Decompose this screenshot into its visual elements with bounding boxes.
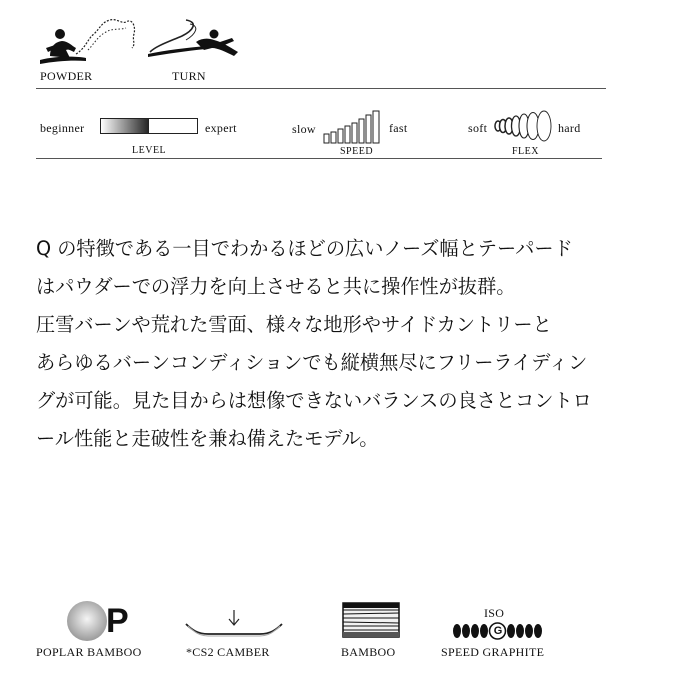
level-right-label: expert	[205, 121, 237, 135]
level-left-label: beginner	[40, 121, 85, 135]
product-description	[36, 230, 656, 458]
description-line: はパウダーでの浮力を向上させると共に操作性が抜群。	[36, 275, 516, 298]
graphite-label: SPEED GRAPHITE	[441, 645, 545, 659]
scales-divider	[36, 158, 602, 159]
poplar-bamboo-label: POPLAR BAMBOO	[36, 645, 142, 659]
poplar-bamboo-icon	[66, 600, 136, 640]
core-glyph: P	[106, 602, 129, 640]
turn-label: TURN	[172, 69, 206, 83]
speed-right-label: fast	[389, 121, 408, 135]
flex-left-label: soft	[468, 121, 488, 135]
description-line: あらゆるバーンコンディションでも縦横無尽にフリーライディン	[36, 351, 588, 374]
description-line: 圧雪バーンや荒れた雪面、様々な地形やサイドカントリーと	[36, 313, 552, 336]
graphite-glyph: G	[493, 625, 503, 637]
speed-bars-icon	[323, 108, 385, 144]
description-line: グが可能。見た目からは想像できないバランスの良さとコントロ	[36, 389, 592, 412]
graphite-top-label: ISO	[484, 606, 505, 620]
flex-right-label: hard	[558, 121, 581, 135]
level-bar	[100, 118, 198, 134]
description-line: Q の特徴である一目でわかるほどの広いノーズ幅とテーパード	[36, 237, 573, 260]
flex-rings-icon	[492, 110, 556, 142]
level-caption: LEVEL	[132, 145, 167, 156]
powder-rider-icon	[36, 14, 140, 70]
description-line: ール性能と走破性を兼ね備えたモデル。	[36, 427, 379, 450]
level-bar-fill	[101, 119, 149, 133]
core-circle-icon	[66, 600, 110, 642]
powder-label: POWDER	[40, 69, 93, 83]
top-divider	[36, 88, 606, 89]
camber-profile-icon	[184, 608, 284, 640]
speed-caption: SPEED	[340, 146, 374, 157]
bamboo-core-icon	[342, 602, 400, 638]
turn-rider-icon	[146, 16, 246, 68]
camber-label: *CS2 CAMBER	[186, 645, 270, 659]
bamboo-label: BAMBOO	[341, 645, 396, 659]
speed-left-label: slow	[292, 122, 316, 136]
flex-caption: FLEX	[512, 146, 539, 157]
